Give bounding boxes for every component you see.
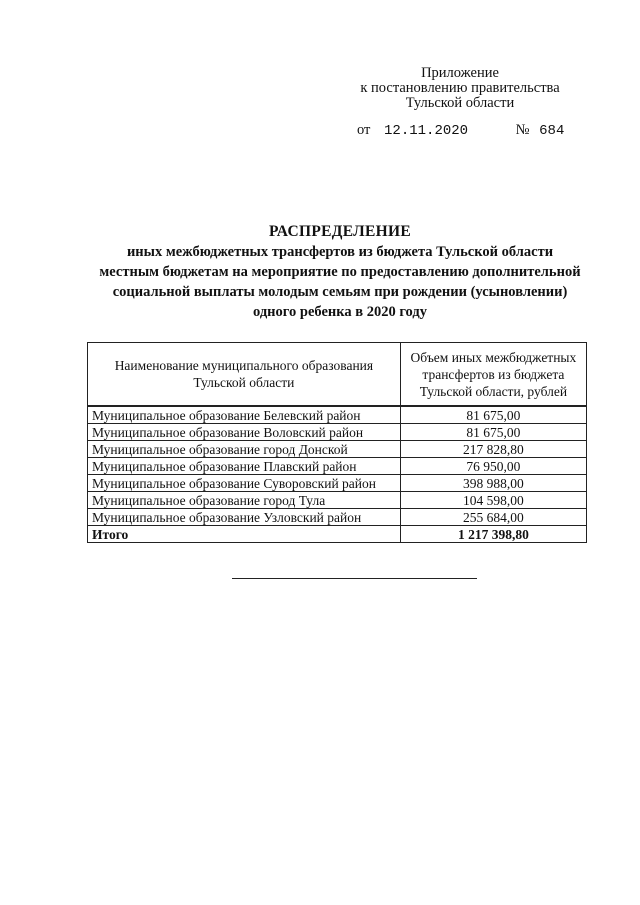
appendix-line-3: Тульской области: [405, 95, 515, 111]
column-header-amount-line-3: Тульской области, рублей: [419, 383, 568, 399]
municipality-name: Муниципальное образование Белевский район: [88, 406, 401, 424]
appendix-block: [330, 66, 590, 111]
amount-value: 81 675,00: [400, 406, 586, 424]
resolution-date-number: [357, 122, 577, 139]
title-line-1: РАСПРЕДЕЛЕНИЕ: [269, 223, 411, 240]
number-value: 684: [539, 123, 565, 139]
municipality-name: Муниципальное образование Плавский район: [88, 458, 401, 475]
amount-value: 398 988,00: [400, 475, 586, 492]
closing-divider: [232, 578, 477, 579]
total-label: Итого: [88, 526, 401, 543]
distribution-table: [87, 342, 587, 543]
title-line-4: социальной выплаты молодым семьям при рождении (усыновлении): [112, 284, 568, 300]
table-row: [88, 492, 587, 509]
amount-value: 255 684,00: [400, 509, 586, 526]
column-header-municipality: [88, 343, 401, 407]
table-row: [88, 424, 587, 441]
appendix-line-2: к постановлению правительства: [360, 80, 560, 96]
title-line-3: местным бюджетам на мероприятие по предоставлению дополнительной: [99, 264, 581, 280]
municipality-name: Муниципальное образование город Донской: [88, 441, 401, 458]
number-label: №: [515, 122, 530, 138]
column-header-municipality-line-1: Наименование муниципального образования: [114, 358, 374, 373]
table-row: [88, 441, 587, 458]
table-row: [88, 509, 587, 526]
table-total-row: [88, 526, 587, 543]
municipality-name: Муниципальное образование Воловский район: [88, 424, 401, 441]
column-header-amount-line-2: трансфертов из бюджета: [422, 366, 565, 382]
table-header-row: [88, 343, 587, 407]
column-header-amount-line-1: Объем иных межбюджетных: [410, 349, 577, 365]
table-row: [88, 458, 587, 475]
date-value: 12.11.2020: [384, 123, 469, 139]
amount-value: 81 675,00: [400, 424, 586, 441]
column-header-municipality-line-2: Тульской области: [193, 375, 295, 390]
amount-value: 76 950,00: [400, 458, 586, 475]
municipality-name: Муниципальное образование Узловский район: [88, 509, 401, 526]
municipality-name: Муниципальное образование Суворовский район: [88, 475, 401, 492]
document-title: [80, 222, 600, 322]
title-line-5: одного ребенка в 2020 году: [253, 304, 427, 320]
title-line-2: иных межбюджетных трансфертов из бюджета Тульской области: [126, 244, 554, 260]
total-value: 1 217 398,80: [400, 526, 586, 543]
table-row: [88, 406, 587, 424]
table-row: [88, 475, 587, 492]
amount-value: 104 598,00: [400, 492, 586, 509]
amount-value: 217 828,80: [400, 441, 586, 458]
municipality-name: Муниципальное образование город Тула: [88, 492, 401, 509]
appendix-line-1: Приложение: [421, 65, 499, 81]
column-header-amount: [400, 343, 586, 407]
date-label: от: [357, 122, 371, 138]
